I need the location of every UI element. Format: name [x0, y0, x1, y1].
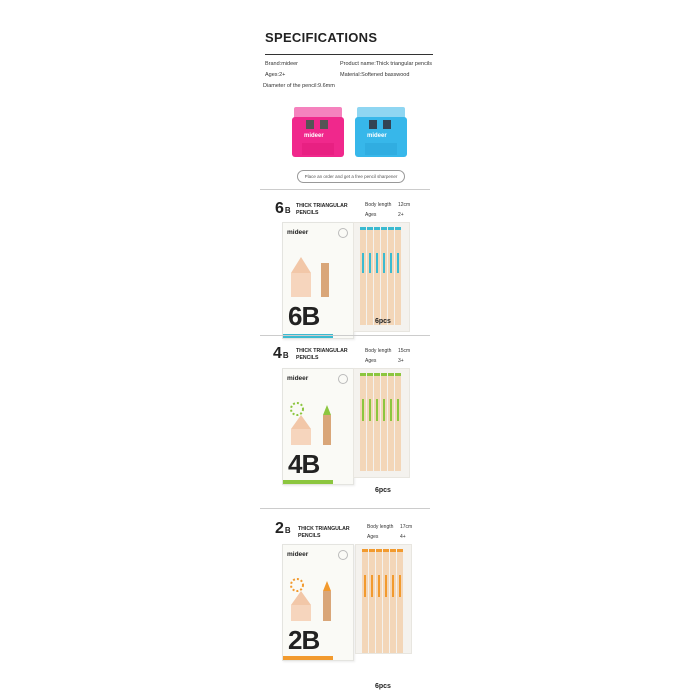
product-label [298, 526, 350, 540]
piece-count: 6pcs [375, 683, 391, 690]
grade-number: 2 [275, 520, 284, 537]
section-divider [260, 508, 430, 509]
pencil-pack-4b [353, 368, 410, 478]
pencil-illustration-icon [287, 253, 347, 299]
sharpener-logo: mideer [304, 133, 324, 139]
free-sharpener-note: Place an order and get a free pencil sharpener [297, 170, 405, 183]
grade-heading [275, 200, 291, 218]
ages-label: Ages [365, 358, 377, 364]
pencil-pack-6b [353, 222, 410, 332]
pencil-box-2b [282, 544, 354, 661]
box-grade: 2B [288, 625, 320, 655]
badge-icon [338, 228, 348, 238]
spec-brand: Brand:mideer [265, 61, 299, 67]
grade-heading [275, 520, 291, 538]
accent-stripe [283, 480, 333, 484]
ages-label: Ages [365, 212, 377, 218]
label-line: PENCILS [296, 210, 319, 216]
blue-sharpener-image [355, 107, 407, 157]
grade-letter: B [284, 206, 291, 215]
body-length-value: 12cm [398, 202, 411, 208]
piece-count: 6pcs [375, 487, 391, 494]
piece-count: 6pcs [375, 318, 391, 325]
pencil-pack-2b [355, 544, 412, 654]
spec-material: Material:Softened basswood [340, 72, 410, 78]
body-length-value: 17cm [400, 524, 413, 530]
label-line: THICK TRIANGULAR [298, 526, 350, 532]
label-line: THICK TRIANGULAR [296, 348, 348, 354]
box-brand: mideer [287, 375, 309, 382]
pencil-illustration-icon [287, 401, 347, 447]
badge-icon [338, 374, 348, 384]
box-brand: mideer [287, 551, 309, 558]
label-line: PENCILS [298, 533, 321, 539]
spec-ages: Ages:2+ [265, 72, 286, 78]
accent-stripe [283, 656, 333, 660]
page-title: SPECIFICATIONS [265, 30, 378, 45]
grade-heading [273, 345, 289, 363]
pencil-box-4b [282, 368, 354, 485]
body-length-label: Body length [367, 524, 394, 530]
section-divider [260, 189, 430, 190]
pink-sharpener-image [292, 107, 344, 157]
spec-product-name: Product name:Thick triangular pencils [340, 61, 433, 67]
badge-icon [338, 550, 348, 560]
body-length-value: 15cm [398, 348, 411, 354]
box-brand: mideer [287, 229, 309, 236]
grade-letter: B [282, 351, 289, 360]
product-label [296, 348, 348, 362]
pencils-icon [356, 545, 411, 677]
ages-value: 4+ [400, 534, 406, 540]
pencils-icon [354, 369, 409, 477]
grade-number: 6 [275, 200, 284, 217]
sharpener-logo: mideer [367, 133, 387, 139]
label-line: PENCILS [296, 355, 319, 361]
pencil-illustration-icon [287, 577, 347, 623]
box-grade: 4B [288, 449, 320, 479]
grade-number: 4 [273, 345, 282, 362]
product-label [296, 203, 348, 217]
ages-value: 2+ [398, 212, 404, 218]
label-line: THICK TRIANGULAR [296, 203, 348, 209]
section-divider [260, 335, 430, 336]
grade-letter: B [284, 526, 291, 535]
ages-label: Ages [367, 534, 379, 540]
ages-value: 3+ [398, 358, 404, 364]
pencil-box-6b [282, 222, 354, 339]
spec-diameter: Diameter of the pencil:9.6mm [263, 83, 335, 89]
box-grade: 6B [288, 301, 320, 331]
pencils-icon [354, 223, 409, 331]
title-divider [265, 54, 433, 55]
body-length-label: Body length [365, 202, 392, 208]
body-length-label: Body length [365, 348, 392, 354]
